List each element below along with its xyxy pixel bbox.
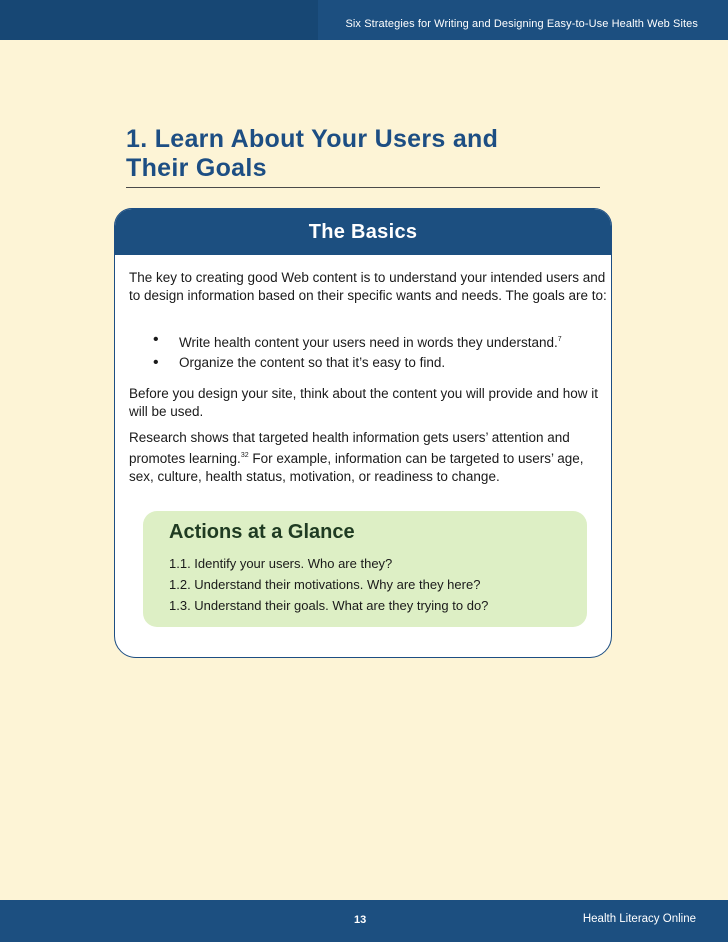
glance-title: Actions at a Glance [169, 521, 355, 543]
glance-item: 1.1. Identify your users. Who are they? [169, 556, 393, 571]
basics-header [115, 209, 611, 255]
footer-bar [0, 900, 728, 942]
footnote-ref: 7 [557, 336, 562, 343]
section-title-line2: Their Goals [126, 154, 267, 182]
header-bar-accent [0, 0, 318, 40]
goal-text: Write health content your users need in words they understand. [179, 335, 558, 350]
para3-text-b: For example, information can be targeted to users’ age, sex, culture, health status, motivation, or readiness to change. [129, 451, 584, 484]
section-title [126, 125, 606, 183]
goal-item [129, 330, 599, 353]
basics-intro: The key to creating good Web content is to understand your intended users and to design information based on their specific wants and needs. The goals are to: [129, 270, 607, 303]
glance-item: 1.3. Understand their goals. What are they trying to do? [169, 598, 489, 613]
basics-box [114, 208, 612, 658]
actions-at-a-glance [143, 511, 587, 627]
page-number: 13 [354, 914, 367, 926]
basics-title: The Basics [308, 221, 418, 243]
header-bar [0, 0, 728, 40]
glance-item: 1.2. Understand their motivations. Why are they here? [169, 577, 481, 592]
basics-para2: Before you design your site, think about the content you will provide and how it will be used. [129, 386, 599, 419]
bullet-icon: • [153, 331, 159, 348]
goals-list [129, 330, 599, 373]
goal-text: Organize the content so that it’s easy to find. [179, 355, 446, 370]
para3-text-a: Research shows that targeted health information gets users’ attention and promotes learning. [129, 430, 570, 466]
basics-para3 [129, 429, 607, 486]
publication-name: Health Literacy Online [582, 913, 696, 925]
running-title: Six Strategies for Writing and Designing Easy-to-Use Health Web Sites [345, 18, 698, 30]
bullet-icon: • [153, 354, 159, 371]
glance-list [169, 553, 488, 616]
footnote-ref: 32 [240, 452, 249, 459]
section-title-line1: 1. Learn About Your Users and [126, 125, 499, 153]
title-divider [126, 187, 600, 188]
goal-item [129, 353, 599, 373]
